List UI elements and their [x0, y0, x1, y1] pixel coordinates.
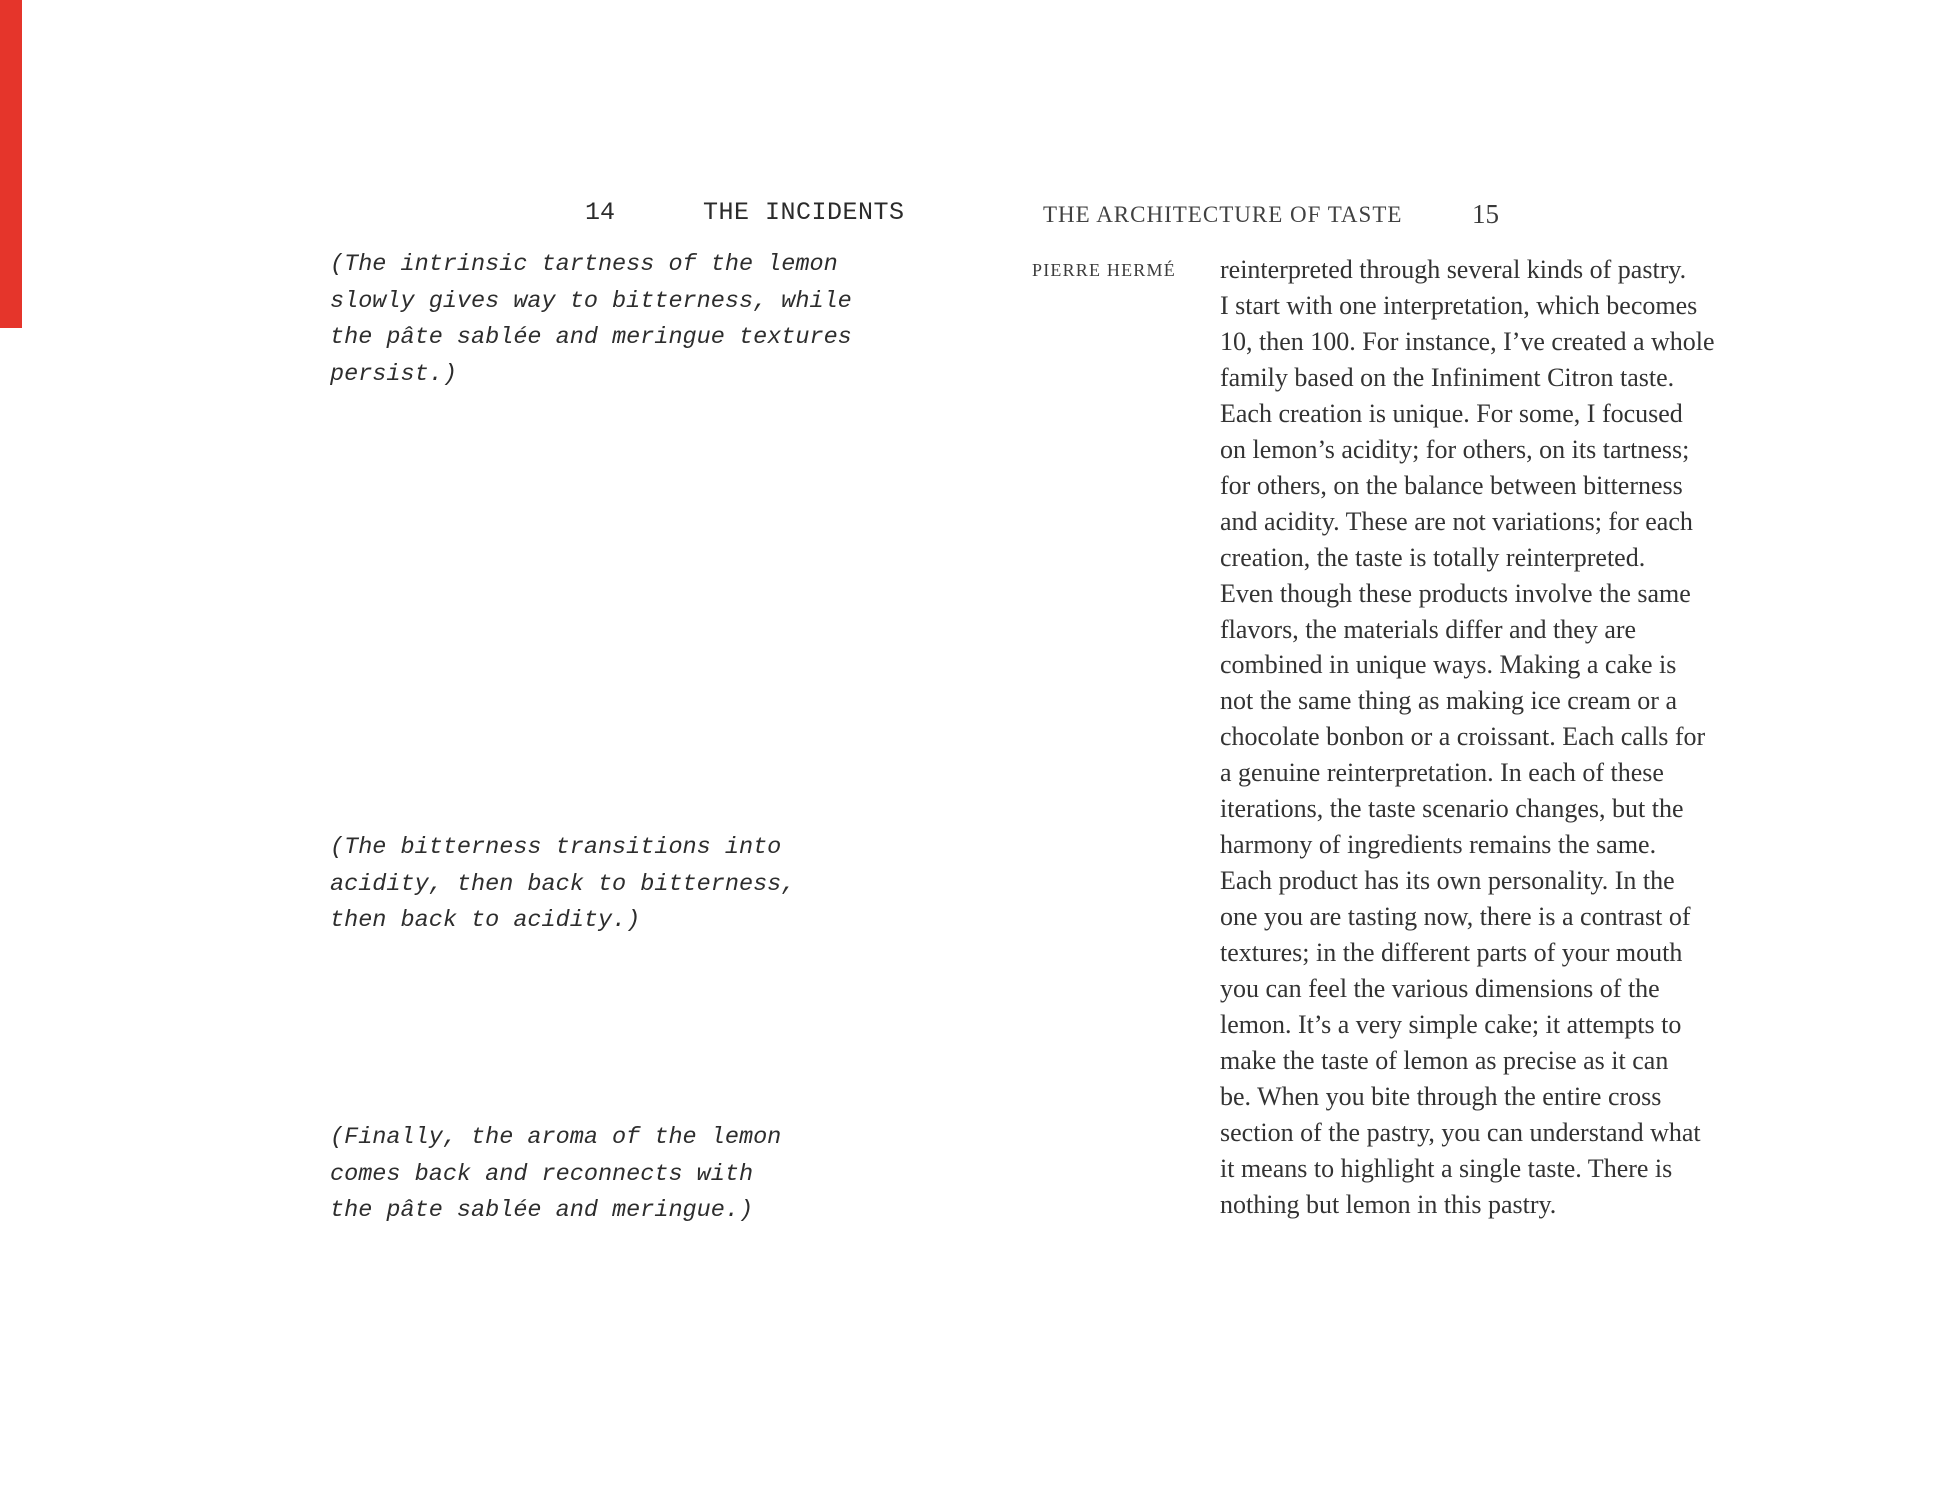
text-line: slowly gives way to bitterness, while: [330, 287, 852, 315]
running-head-left: THE INCIDENTS: [703, 198, 905, 227]
dialogue-paragraph: [1220, 252, 1820, 1223]
speaker-label: PIERRE HERMÉ: [1032, 260, 1176, 280]
text-line: comes back and reconnects with: [330, 1160, 754, 1188]
text-line: 10, then 100. For instance, I’ve created a whole: [1220, 326, 1715, 356]
text-line: nothing but lemon in this pastry.: [1220, 1189, 1557, 1219]
running-head-right: THE ARCHITECTURE OF TASTE: [1043, 202, 1403, 227]
stage-direction-1: [330, 247, 852, 393]
page-number-left: 14: [585, 198, 616, 227]
text-line: chocolate bonbon or a croissant. Each calls for: [1220, 722, 1706, 752]
text-line: make the taste of lemon as precise as it can: [1220, 1045, 1669, 1075]
text-line: Each creation is unique. For some, I focused: [1220, 398, 1683, 428]
stage-direction-3: [330, 1120, 781, 1230]
text-line: I start with one interpretation, which becomes: [1220, 290, 1698, 320]
text-line: you can feel the various dimensions of the: [1220, 974, 1660, 1004]
text-line: for others, on the balance between bitterness: [1220, 470, 1683, 500]
text-line: persist.): [330, 360, 457, 388]
text-line: the pâte sablée and meringue.): [330, 1197, 754, 1225]
text-line: be. When you bite through the entire cross: [1220, 1081, 1662, 1111]
stage-direction-2: [330, 830, 795, 940]
text-line: (The bitterness transitions into: [330, 834, 782, 861]
text-line: a genuine reinterpretation. In each of these: [1220, 758, 1664, 788]
text-line: the pâte sablée and meringue textures: [330, 324, 852, 352]
text-line: acidity, then back to bitterness,: [330, 870, 796, 898]
text-line: lemon. It’s a very simple cake; it attempts to: [1220, 1010, 1682, 1040]
text-line: then back to acidity.): [330, 907, 641, 935]
text-line: (Finally, the aroma of the lemon: [330, 1124, 782, 1151]
text-line: (The intrinsic tartness of the lemon: [330, 251, 838, 278]
text-line: on lemon’s acidity; for others, on its tartness;: [1220, 434, 1690, 464]
text-line: combined in unique ways. Making a cake is: [1220, 650, 1677, 680]
text-line: Even though these products involve the same: [1220, 578, 1691, 608]
text-line: Each product has its own personality. In the: [1220, 866, 1675, 896]
text-line: family based on the Infiniment Citron taste.: [1220, 362, 1675, 392]
text-line: harmony of ingredients remains the same.: [1220, 830, 1657, 860]
text-line: iterations, the taste scenario changes, but the: [1220, 794, 1684, 824]
text-line: section of the pastry, you can understand what: [1220, 1117, 1701, 1147]
text-line: one you are tasting now, there is a contrast of: [1220, 902, 1691, 932]
text-line: it means to highlight a single taste. There is: [1220, 1153, 1673, 1183]
text-line: textures; in the different parts of your mouth: [1220, 938, 1683, 968]
bookmark-ribbon: [0, 0, 22, 328]
text-line: reinterpreted through several kinds of pastry.: [1220, 255, 1687, 284]
text-line: not the same thing as making ice cream or a: [1220, 686, 1678, 716]
text-line: and acidity. These are not variations; for each: [1220, 506, 1693, 536]
text-line: creation, the taste is totally reinterpreted.: [1220, 542, 1646, 572]
text-line: flavors, the materials differ and they are: [1220, 614, 1637, 644]
page-number-right: 15: [1472, 199, 1499, 229]
